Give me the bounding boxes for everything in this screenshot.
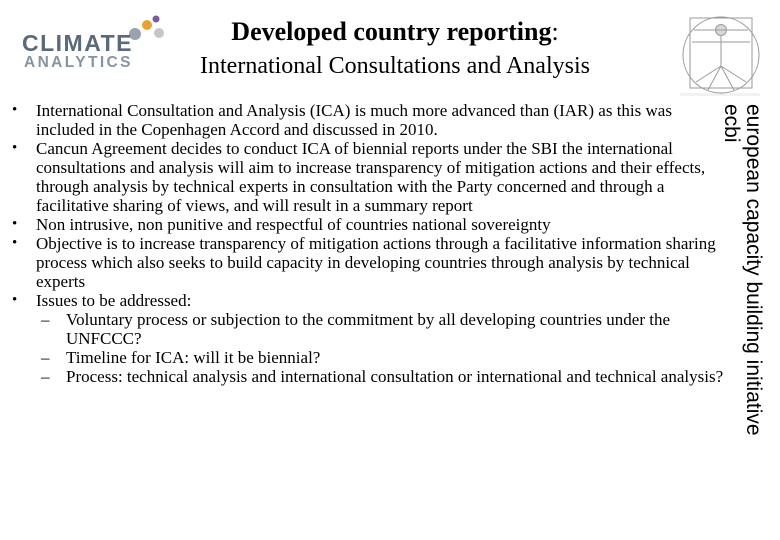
bullet-dot-icon: • — [12, 140, 18, 156]
logo-text-climate: CLIMATE — [22, 30, 134, 56]
bullet-item — [12, 234, 724, 291]
bullet-list — [12, 101, 724, 386]
sub-bullet-list — [36, 310, 724, 386]
climate-analytics-logo — [18, 12, 163, 70]
slide-title — [150, 15, 640, 49]
sub-bullet-text: Process: technical analysis and international consultation or international and technical analysis? — [66, 367, 724, 386]
vitruvian-man-icon — [678, 10, 762, 96]
bullet-text: Objective is to increase transparency of mitigation actions through a facilitative information sharing process which also seeks to build capacity in developing countries through analysis by technical experts — [36, 234, 716, 291]
bullet-dot-icon: • — [12, 102, 18, 118]
slide-subtitle: International Consultations and Analysis — [200, 53, 590, 79]
bullet-dot-icon: • — [12, 235, 18, 251]
bullet-dot-icon: • — [12, 292, 18, 308]
sub-bullet-item — [36, 310, 724, 348]
bullet-item — [12, 215, 724, 234]
bullet-text: Cancun Agreement decides to conduct ICA of biennial reports under the SBI the international consultations and analysis will aim to increase transparency of mitigation actions and their effects, through analysis by technical experts in consultation with the Party concerned and through a facilitative sharing of views, and will result in a summary report — [36, 139, 706, 215]
dash-icon: – — [41, 367, 50, 386]
slide-title-text: Developed country reporting — [231, 17, 552, 46]
bullet-text: Non intrusive, non punitive and respectful of countries national sovereignty — [36, 215, 551, 234]
bullet-item — [12, 101, 724, 139]
sub-bullet-text: Voluntary process or subjection to the commitment by all developing countries under the UNFCCC? — [66, 310, 670, 348]
slide-title-block — [150, 15, 640, 83]
slide-title-colon: : — [551, 17, 559, 46]
sub-bullet-text: Timeline for ICA: will it be biennial? — [66, 348, 321, 367]
bullet-text: Issues to be addressed: — [36, 291, 192, 310]
bullet-text: International Consultation and Analysis (ICA) is much more advanced than (IAR) as this was included in the Copenhagen Accord and discussed in 2010. — [36, 101, 672, 139]
logo-text-analytics: ANALYTICS — [24, 54, 133, 71]
ecbi-vertical-label — [720, 104, 765, 436]
sub-bullet-item — [36, 348, 724, 367]
ecbi-abbreviation: ecbi — [720, 104, 743, 143]
bullet-item — [12, 139, 724, 215]
dash-icon: – — [41, 310, 50, 329]
bullet-dot-icon: • — [12, 216, 18, 232]
sub-bullet-item — [36, 367, 724, 386]
bullet-item — [12, 291, 724, 386]
dash-icon: – — [41, 348, 50, 367]
ecbi-full-name: european capacity building initiative — [742, 104, 765, 436]
